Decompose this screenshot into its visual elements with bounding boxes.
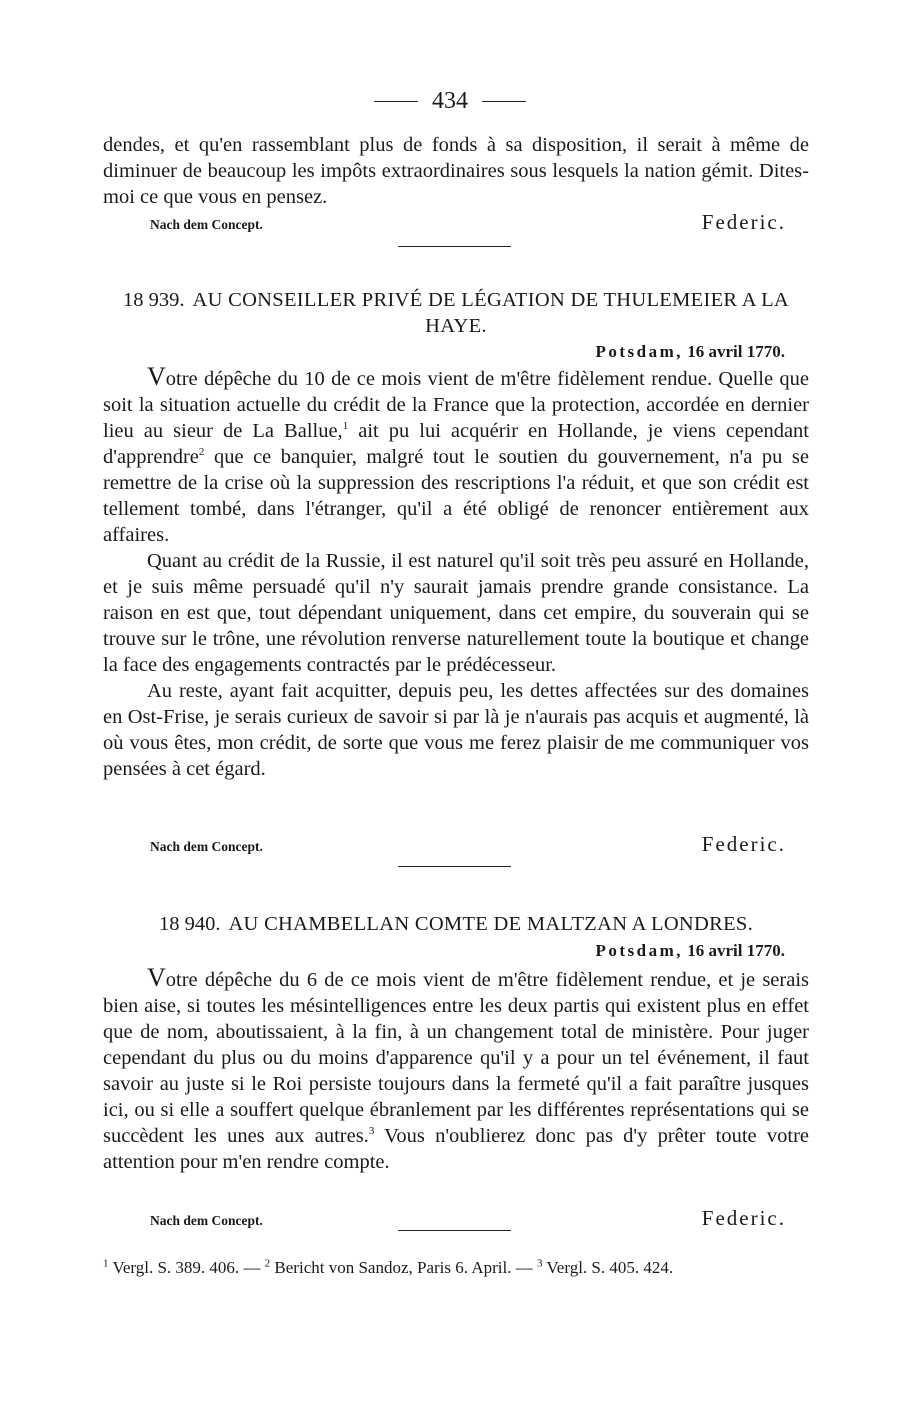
continuation-closing <box>150 210 786 235</box>
letter-dateline <box>595 941 785 961</box>
footnote-ref: 1 <box>342 420 349 433</box>
drop-capital: V <box>147 362 166 391</box>
letter-heading-18939 <box>103 287 809 339</box>
continuation-paragraph: dendes, et qu'en rassemblant plus de fonds à sa disposition, il serait à même de diminuer de beaucoup les impôts extraordinaires sous lesquels la nation gémit. Dites-moi ce que vous en pensez. <box>103 134 809 208</box>
date-day: 16 avril 1770. <box>687 941 785 960</box>
letter-closing-18940 <box>150 1206 786 1231</box>
letter-number: 18 939. <box>122 289 185 311</box>
section-separator <box>398 246 511 247</box>
footnote-separator <box>398 1230 511 1231</box>
footnote-ref: 3 <box>368 1125 375 1138</box>
letter-heading-18940 <box>103 911 809 937</box>
letter-closing-18939 <box>150 832 786 857</box>
letter-address: AU CONSEILLER PRIVÉ DE LÉGATION DE THULEMEIER A LA HAYE. <box>192 289 790 337</box>
continuation-text <box>103 132 809 210</box>
source-note: Nach dem Concept. <box>150 839 263 854</box>
footnote-mark: 1 <box>103 1257 109 1270</box>
footnotes <box>103 1256 809 1280</box>
date-day: 16 avril 1770. <box>687 342 785 361</box>
page-header <box>0 88 900 115</box>
date-place: Potsdam, <box>595 941 683 960</box>
header-rule-left <box>374 101 418 102</box>
letter-body-18940 <box>103 965 809 1175</box>
letter-paragraph: Quant au crédit de la Russie, il est naturel qu'il soit très peu assuré en Hollande, et je suis même persuadé qu'il n'y saurait jamais prendre grande consistance. La raison en est que, tout dépendant uniquement, dans cet empire, du souverain qui se trouve sur le trône, une révolution renverse naturellement toute la boutique et change la face des engagements contractés par le prédécesseur. <box>103 550 809 676</box>
letter-paragraph: Votre dépêche du 10 de ce mois vient de m'être fidèlement rendue. Quelle que soit la situation actuelle du crédit de la France que la protection, accordée en dernier lieu au sieur de La Ballue,$^1$ ait pu lui acquérir en Hollande, je viens cependant d'apprendre$^2$ que ce banquier, malgré tout le soutien du gouvernement, n'a pu se remettre de la crise où la suppression des rescriptions l'a réduit, et que son crédit est tellement tombé, dans l'étranger, qu'il a été obligé de renoncer entièrement aux affaires. <box>103 362 809 546</box>
footnote-text: $^1$ Vergl. S. 389. 406. — $^2$ Bericht von Sandoz, Paris 6. April. — $^3$ Vergl. S. 405. 424. <box>103 1257 674 1277</box>
footnote-mark: 3 <box>536 1257 543 1270</box>
footnote-ref: 2 <box>198 446 205 459</box>
letter-body-18939 <box>103 364 809 782</box>
header-rule-right <box>482 101 526 102</box>
letter-paragraph: Votre dépêche du 6 de ce mois vient de m'être fidèlement rendue, et je serais bien aise, si toutes les mésintelligences entre les deux partis qui existent plus en effet que de nom, aboutissaient, à la fin, à un changement total de ministère. Pour juger cependant du plus ou du moins d'apparence qu'il y a pour un tel événement, il faut savoir au juste si le Roi persiste toujours dans la fermeté qu'il a fait paraître jusques ici, ou si elle a souffert quelque ébranlement par les différentes représentations qui se succèdent les unes aux autres.$^3$ Vous n'oublierez donc pas d'y prêter toute votre attention pour m'en rendre compte. <box>103 963 809 1173</box>
letter-paragraph: Au reste, ayant fait acquitter, depuis peu, les dettes affectées sur des domaines en Ost-Frise, je serais curieux de savoir si par là je n'aurais pas acquis et augmenté, là où vous êtes, mon crédit, de sorte que vous me ferez plaisir de me communiquer vos pensées à cet égard. <box>103 680 809 780</box>
page-number: 434 <box>432 88 468 114</box>
signature: Federic. <box>701 832 786 856</box>
source-note: Nach dem Concept. <box>150 1213 263 1228</box>
footnote-mark: 2 <box>264 1257 271 1270</box>
letter-number: 18 940. <box>158 913 221 935</box>
source-note: Nach dem Concept. <box>150 217 263 232</box>
signature: Federic. <box>701 1206 786 1230</box>
date-place: Potsdam, <box>595 342 683 361</box>
signature: Federic. <box>701 210 786 234</box>
drop-capital: V <box>147 963 166 992</box>
letter-address: AU CHAMBELLAN COMTE DE MALTZAN A LONDRES. <box>228 913 754 935</box>
letter-dateline <box>595 342 785 362</box>
section-separator <box>398 866 511 867</box>
